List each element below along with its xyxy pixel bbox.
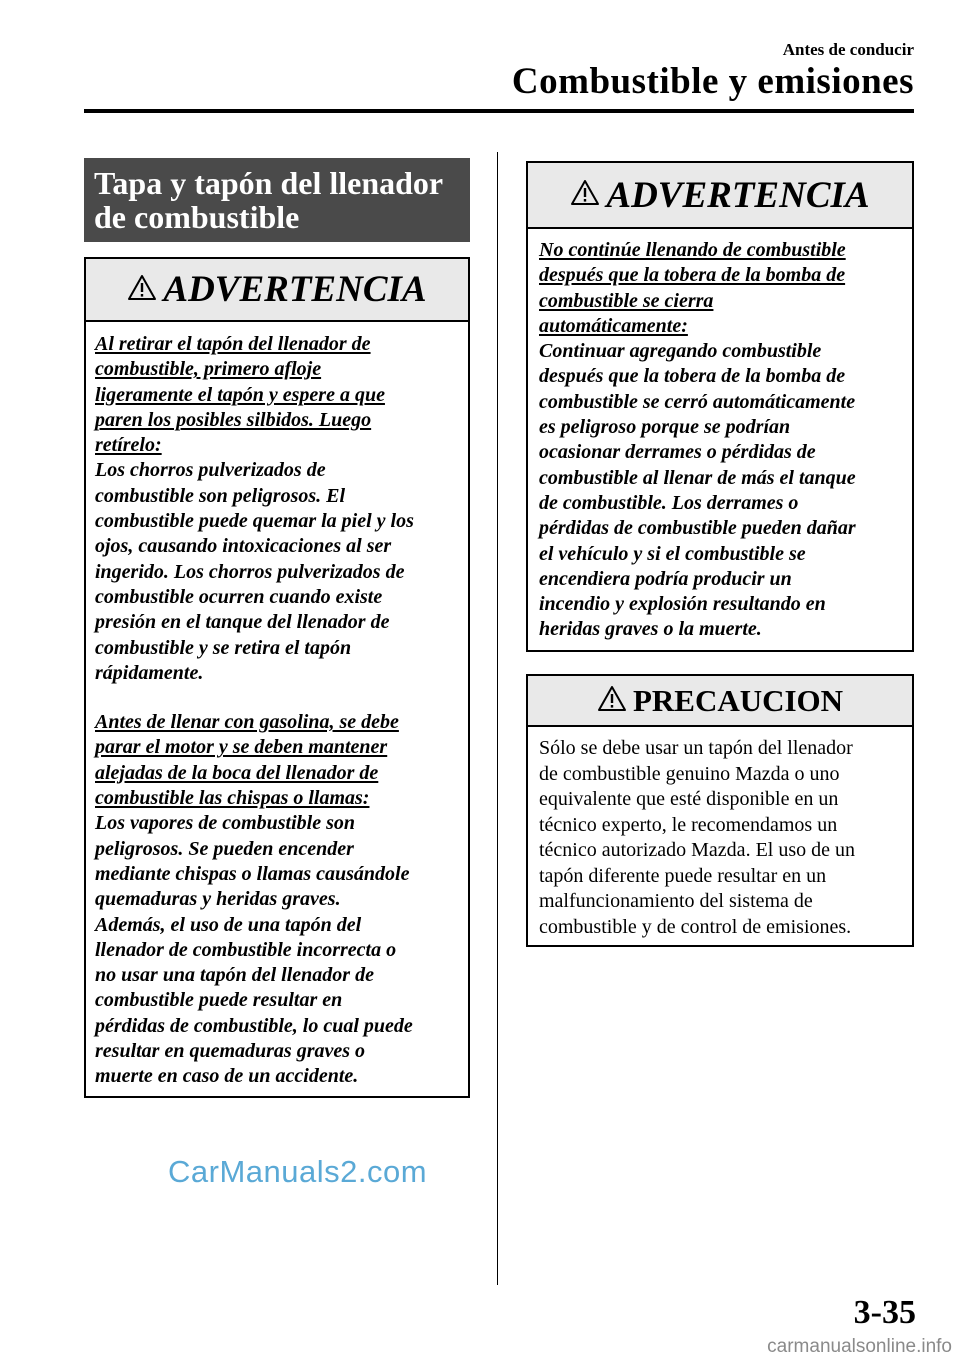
text-line: técnico autorizado Mazda. El uso de un: [539, 839, 855, 861]
text-line: malfuncionamiento del sistema de: [539, 890, 813, 912]
caution-title: PRECAUCION: [632, 682, 844, 718]
header-rule: [84, 109, 914, 113]
text-line: combustible ocurren cuando existe: [95, 585, 383, 608]
text-line: combustible se cerró automáticamente: [539, 390, 856, 413]
text-line: peligrosos. Se pueden encender: [95, 837, 354, 860]
text-line: de combustible genuino Mazda o uno: [539, 762, 840, 785]
text-line: Sólo se debe usar un tapón del llenador: [539, 737, 853, 759]
text-line: retírelo:: [95, 434, 162, 457]
text-line: combustible puede quemar la piel y los: [95, 510, 414, 533]
warning-triangle-icon: [127, 274, 157, 306]
text-line: No continúe llenando de combustible: [539, 239, 846, 261]
warning-1-p1-heading: [95, 332, 458, 458]
text-line: combustible puede resultar en: [95, 989, 343, 1012]
caution-box-body: [528, 727, 912, 940]
text-line: ojos, causando intoxicaciones al ser: [95, 535, 392, 558]
warning-2-p1-heading: [539, 238, 902, 339]
text-line: Continuar agregando combustible: [539, 340, 822, 363]
text-line: combustible y de control de emisiones.: [539, 915, 852, 938]
caution-box: [526, 674, 914, 947]
text-line: alejadas de la boca del llenador de: [95, 761, 379, 784]
caution-body: [539, 736, 902, 940]
watermark: CarManuals2.com: [168, 1154, 428, 1189]
text-line: pérdidas de combustible, lo cual puede: [95, 1014, 413, 1037]
text-line: ingerido. Los chorros pulverizados de: [95, 560, 405, 583]
text-line: técnico experto, le recomendamos un: [539, 813, 838, 836]
paragraph-gap: [95, 686, 458, 710]
text-line: de combustible. Los derrames o: [539, 491, 799, 514]
text-line: paren los posibles silbidos. Luego: [95, 408, 372, 431]
text-line: Los vapores de combustible son: [95, 812, 355, 835]
text-line: después que la tobera de la bomba de: [539, 365, 846, 388]
text-line: ligeramente el tapón y espere a que: [95, 383, 385, 406]
text-line: Los chorros pulverizados de: [95, 459, 326, 482]
text-line: no usar una tapón del llenador de: [95, 964, 374, 987]
warning-box-1-header: [86, 259, 468, 322]
text-line: encendiera podría producir un: [539, 567, 792, 590]
warning-box-2-header: [528, 163, 912, 229]
text-line: rápidamente.: [95, 661, 204, 684]
warning-box-1: [84, 257, 470, 1098]
text-line: combustible las chispas o llamas:: [95, 787, 370, 810]
section-header: Combustible y emisiones: [511, 61, 914, 102]
text-line: automáticamente:: [539, 314, 688, 337]
text-line: presión en el tanque del llenador de: [95, 611, 390, 634]
warning-2-p1-body: [539, 339, 902, 643]
text-line: mediante chispas o llamas causándole: [95, 862, 410, 885]
text-line: Además, el uso de una tapón del: [95, 913, 362, 936]
caution-box-header: [528, 676, 912, 727]
text-line: es peligroso porque se podrían: [539, 416, 791, 439]
section-title: [84, 158, 470, 242]
text-line: resultar en quemaduras graves o: [95, 1040, 366, 1063]
text-line: equivalente que esté disponible en un: [539, 788, 839, 810]
text-line: el vehículo y si el combustible se: [539, 542, 806, 565]
text-line: incendio y explosión resultando en: [539, 593, 826, 616]
text-line: combustible al llenar de más el tanque: [539, 466, 856, 489]
text-line: combustible, primero afloje: [95, 358, 322, 381]
warning-triangle-icon: [570, 179, 600, 211]
warning-box-2: [526, 161, 914, 652]
warning-box-1-body: [86, 322, 468, 1090]
warning-box-2-body: [528, 229, 912, 643]
text-line: llenador de combustible incorrecta o: [95, 938, 397, 961]
site-watermark: carmanualsonline.info: [767, 1336, 952, 1357]
warning-1-p2-body: [95, 811, 458, 1089]
text-line: pérdidas de combustible pueden dañar: [539, 517, 856, 540]
text-line: parar el motor y se deben mantener: [95, 736, 388, 759]
page-number: 3-35: [853, 1294, 916, 1331]
text-line: tapón diferente puede resultar en un: [539, 864, 827, 887]
text-line: combustible se cierra: [539, 289, 714, 312]
text-line: Antes de llenar con gasolina, se debe: [95, 711, 399, 734]
text-line: ocasionar derrames o pérdidas de: [539, 441, 816, 464]
column-divider: [497, 152, 498, 1285]
warning-title: ADVERTENCIA: [606, 174, 870, 216]
text-line: Al retirar el tapón del llenador de: [95, 333, 371, 355]
warning-1-p1-body: [95, 458, 458, 686]
section-title-line2: de combustible: [94, 199, 300, 235]
warning-triangle-icon: [597, 685, 627, 717]
warning-1-p2-heading: [95, 710, 458, 811]
text-line: muerte en caso de un accidente.: [95, 1065, 359, 1088]
warning-title: ADVERTENCIA: [163, 269, 427, 310]
text-line: heridas graves o la muerte.: [539, 618, 762, 641]
text-line: combustible y se retira el tapón: [95, 636, 352, 659]
section-title-line1: Tapa y tapón del llenador: [94, 165, 444, 201]
text-line: quemaduras y heridas graves.: [95, 888, 341, 911]
text-line: combustible son peligrosos. El: [95, 484, 346, 507]
chapter-header: Antes de conducir: [782, 40, 914, 59]
text-line: después que la tobera de la bomba de: [539, 264, 846, 287]
